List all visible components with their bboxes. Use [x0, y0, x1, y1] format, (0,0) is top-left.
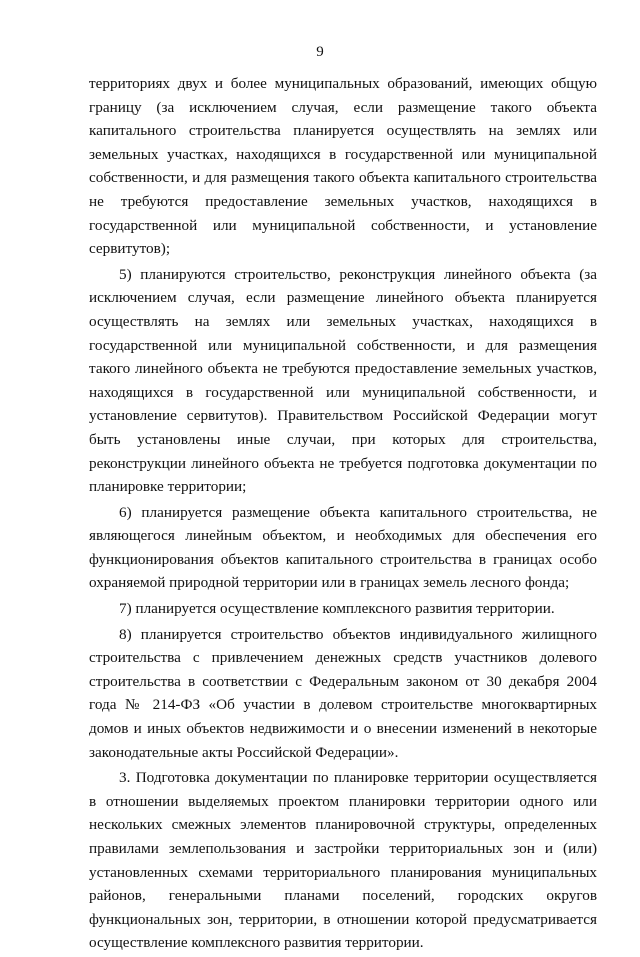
paragraph-item-7: 7) планируется осуществление комплексного развития территории. — [119, 600, 555, 618]
paragraph-item-8: 8) планируется строительство объектов индивидуального жилищного строительства с привлечением денежных средств участников долевого строительства в соответствии с Федеральным законом от 30 декабря 2004 года № 214-ФЗ «Об участии в долевом строительстве многоквартирных домов и иных объектов недвижимости и о внесении изменений в некоторые законодательные акты Российской Федерации». — [89, 625, 597, 761]
paragraph-continuation: территориях двух и более муниципальных образований, имеющих общую границу (за исключением случая, если размещение такого объекта капитального строительства планируется осуществлять на землях или земельных участках, находящихся в государственной или муниципальной собственности, и для размещения такого объекта капитального строительства не требуются предоставление земельных участков, находящихся в государственной или муниципальной собственности, и установление сервитутов); — [89, 75, 597, 258]
paragraph-item-6: 6) планируется размещение объекта капитального строительства, не являющегося линейным объектом, и необходимых для обеспечения его функционирования объектов капитального строительства в границах особо охраняемой природной территории или в границах земель лесного фонда; — [89, 503, 597, 592]
paragraph-section-3: 3. Подготовка документации по планировке территории осуществляется в отношении выделяемых проектом планировки территории одного или нескольких смежных элементов планировочной структуры, определенных правилами землепользования и застройки территориальных зон и (или) установленных схемами территориального планирования муниципальных районов, генеральными планами поселений, городских округов функциональных зон, территории, в отношении которой предусматривается осуществление комплексного развития территории. — [89, 769, 597, 952]
document-body — [89, 72, 597, 957]
page-number: 9 — [316, 44, 324, 60]
paragraph-item-5: 5) планируются строительство, реконструкция линейного объекта (за исключением случая, если размещение линейного объекта планируется осуществлять на землях или земельных участках, находящихся в государственной или муниципальной собственности, и для размещения такого линейного объекта не требуются предоставление земельных участков, находящихся в государственной или муниципальной собственности, и установление сервитутов). Правительством Российской Федерации могут быть установлены иные случаи, при которых для строительства, реконструкции линейного объекта не требуется подготовка документации по планировке территории; — [89, 265, 597, 496]
